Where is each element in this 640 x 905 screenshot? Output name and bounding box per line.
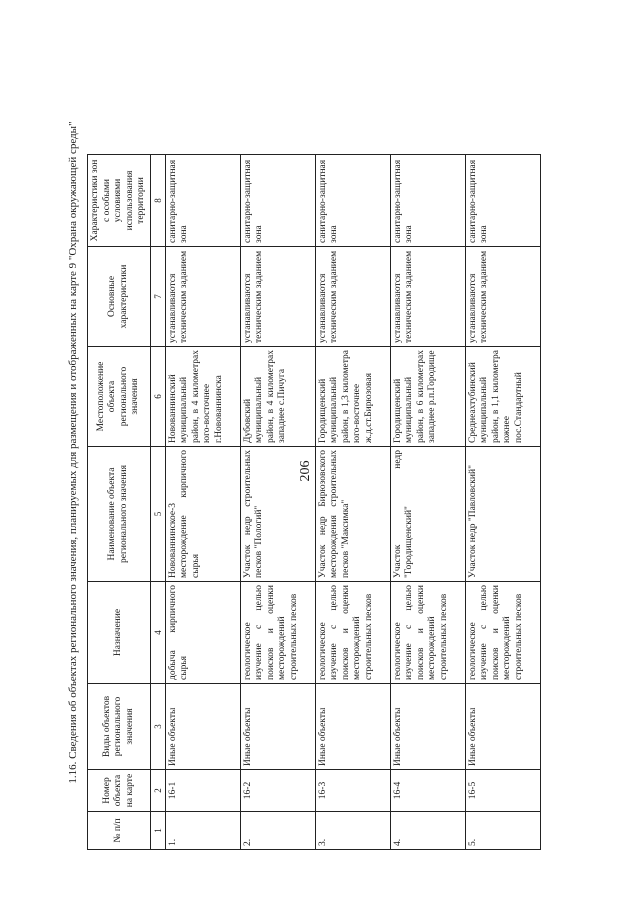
object-location: Новованнинский муниципальный район, в 4 километрах юго-восточнее г.Новованнинска xyxy=(165,347,240,447)
column-number: 7 xyxy=(150,247,165,347)
table-row xyxy=(390,155,465,850)
page-number: 206 xyxy=(298,460,313,482)
row-number: 3. xyxy=(315,812,390,850)
column-number: 5 xyxy=(150,447,165,582)
zone-characteristics: санитарно-защитная зона xyxy=(165,155,240,247)
map-number: 16-2 xyxy=(240,770,315,812)
zone-characteristics: санитарно-защитная зона xyxy=(240,155,315,247)
object-characteristics: устанавливаются техническим заданием xyxy=(390,247,465,347)
header-cell: Характеристики зон с особыми условиями использования территории xyxy=(88,155,151,247)
object-location: Городищенский муниципальный район, в 6 километрах западнее р.п.Городище xyxy=(390,347,465,447)
column-number-row xyxy=(150,155,165,850)
object-purpose: добыча кирпичного сырья xyxy=(165,582,240,684)
header-cell: Наименование объекта регионального значения xyxy=(88,447,151,582)
header-row xyxy=(88,155,151,850)
object-purpose: геологическое изучение с целью поисков и оценки месторождений строительных песков xyxy=(240,582,315,684)
object-purpose: геологическое изучение с целью поисков и оценки месторождений строительных песков xyxy=(315,582,390,684)
object-characteristics: устанавливаются техническим заданием xyxy=(465,247,540,347)
zone-characteristics: санитарно-защитная зона xyxy=(465,155,540,247)
object-kind: Иные объекты xyxy=(315,684,390,770)
row-number: 2. xyxy=(240,812,315,850)
object-kind: Иные объекты xyxy=(465,684,540,770)
header-cell: Виды объектов регионального значения xyxy=(88,684,151,770)
object-characteristics: устанавливаются техническим заданием xyxy=(315,247,390,347)
object-location: Дубовский муниципальный район, в 4 километрах западнее с.Пичуга xyxy=(240,347,315,447)
map-number: 16-4 xyxy=(390,770,465,812)
map-number: 16-5 xyxy=(465,770,540,812)
table-row xyxy=(165,155,240,850)
object-name: Участок недр "Городищенский" xyxy=(390,447,465,582)
object-purpose: геологическое изучение с целью поисков и оценки месторождений строительных песков xyxy=(390,582,465,684)
map-number: 16-3 xyxy=(315,770,390,812)
column-number: 2 xyxy=(150,770,165,812)
objects-table xyxy=(87,154,541,850)
object-characteristics: устанавливаются техническим заданием xyxy=(165,247,240,347)
rotated-sheet xyxy=(59,40,640,865)
object-purpose: геологическое изучение с целью поисков и оценки месторождений строительных песков xyxy=(465,582,540,684)
header-cell: Основные характеристики xyxy=(88,247,151,347)
row-number: 4. xyxy=(390,812,465,850)
object-location: Среднеахтубинский муниципальный район, в 1,1 километра южнее пос.Стандартный xyxy=(465,347,540,447)
column-number: 1 xyxy=(150,812,165,850)
object-name: Участок недр Бирюзовского месторождения строительных песков "Максимка" xyxy=(315,447,390,582)
object-name: Новованнинское-3 месторождение кирпичного сырья xyxy=(165,447,240,582)
column-number: 6 xyxy=(150,347,165,447)
row-number: 1. xyxy=(165,812,240,850)
object-kind: Иные объекты xyxy=(240,684,315,770)
map-number: 16-1 xyxy=(165,770,240,812)
object-location: Городищенский муниципальный район, в 1,3 километра юго-восточнее ж.д.ст.Бирюзовая xyxy=(315,347,390,447)
header-cell: Местоположение объекта регионального значения xyxy=(88,347,151,447)
object-name: Участок недр строительных песков "Пологий" xyxy=(240,447,315,582)
object-characteristics: устанавливаются техническим заданием xyxy=(240,247,315,347)
object-name: Участок недр "Павловский" xyxy=(465,447,540,582)
table-row xyxy=(240,155,315,850)
table-row xyxy=(315,155,390,850)
column-number: 3 xyxy=(150,684,165,770)
column-number: 8 xyxy=(150,155,165,247)
object-kind: Иные объекты xyxy=(390,684,465,770)
header-cell: Номер объекта на карте xyxy=(88,770,151,812)
object-kind: Иные объекты xyxy=(165,684,240,770)
zone-characteristics: санитарно-защитная зона xyxy=(390,155,465,247)
zone-characteristics: санитарно-защитная зона xyxy=(315,155,390,247)
table-title: 1.16. Сведения об объектах регионального значения, планируемых для размещения и отображенных на карте 9 "Охрана окружающей среды" xyxy=(67,121,79,784)
table-row xyxy=(465,155,540,850)
header-cell: Назначение xyxy=(88,582,151,684)
header-cell: № п/п xyxy=(88,812,151,850)
column-number: 4 xyxy=(150,582,165,684)
row-number: 5. xyxy=(465,812,540,850)
